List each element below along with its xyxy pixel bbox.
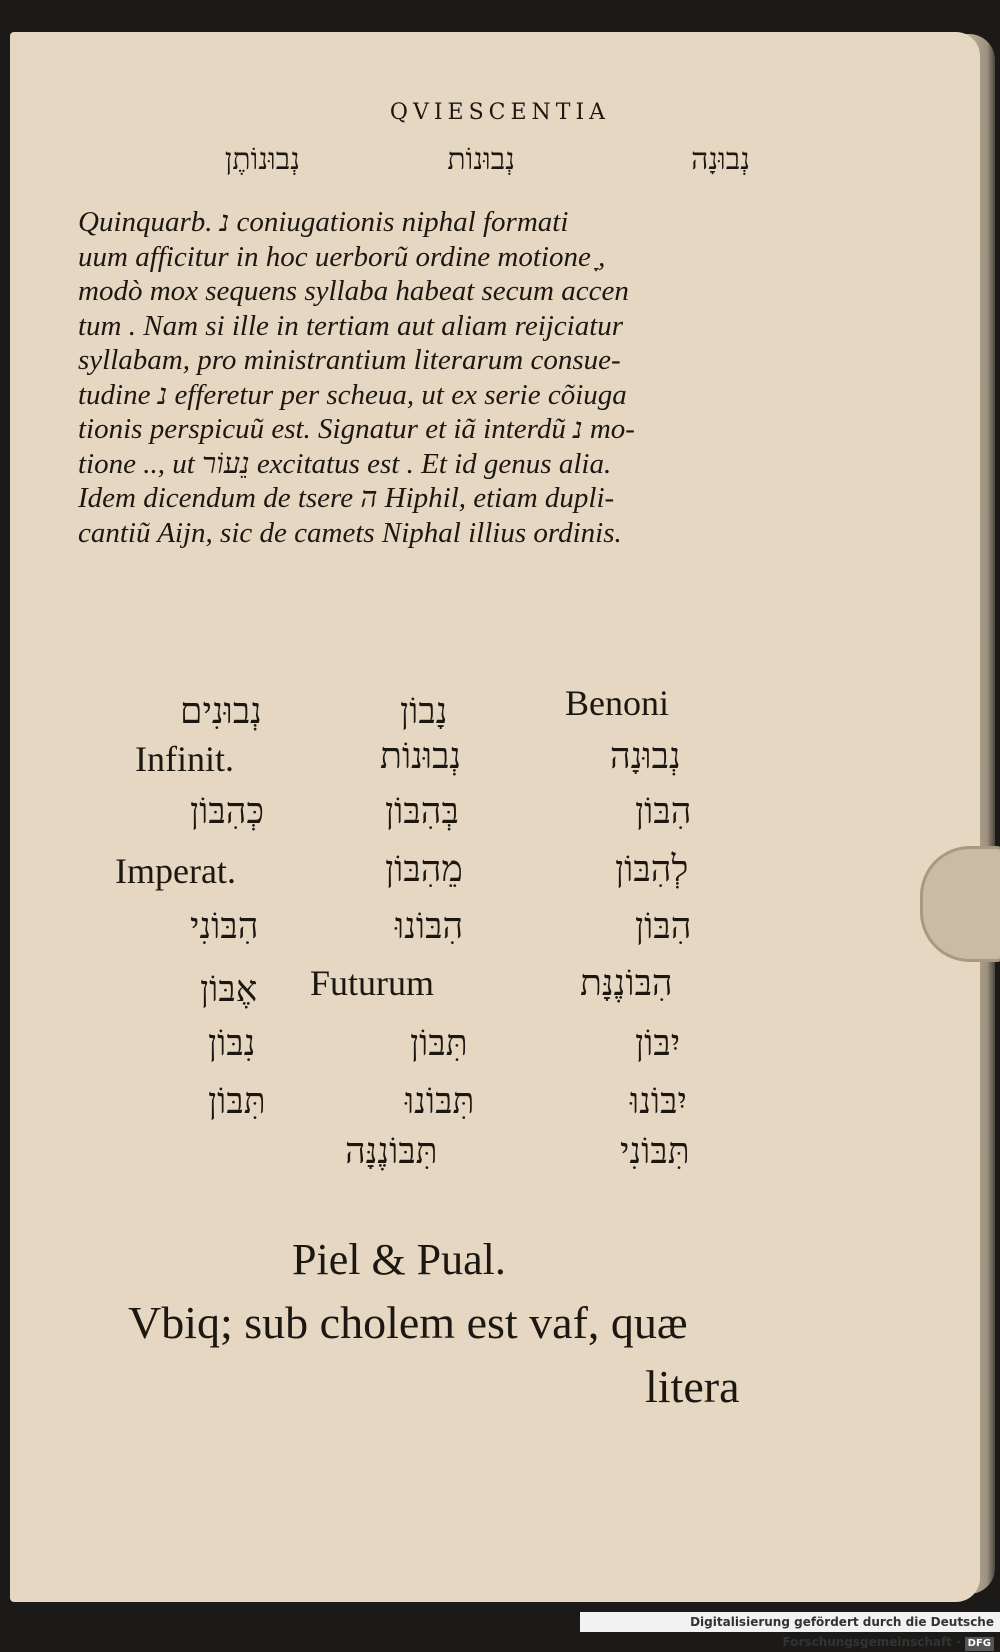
table-cell: תִּבּוֹן bbox=[410, 1023, 468, 1064]
text-line: cantiũ Aijn, sic de camets Niphal illius ordinis. bbox=[78, 516, 622, 549]
running-head: QVIESCENTIA bbox=[389, 100, 611, 125]
table-cell: נְבוּנָה bbox=[610, 736, 681, 777]
table-cell: נָבוֹן bbox=[400, 691, 448, 732]
table-cell: תִּבּוֹנִי bbox=[620, 1131, 690, 1172]
section-heading-piel-pual: Piel & Pual. bbox=[292, 1235, 506, 1284]
text-line: tionis perspicuũ est. Signatur et iã interdũ נ mo- bbox=[78, 413, 635, 445]
digitization-footer bbox=[580, 1612, 1000, 1649]
text-line: uum afficitur in hoc uerborũ ordine motione ָ, bbox=[78, 240, 606, 273]
table-cell: הִבּוֹנוּ bbox=[395, 906, 464, 947]
table-cell: הִבּוֹן bbox=[635, 906, 692, 947]
text-line: tum . Nam si ille in tertiam aut aliam reijciatur bbox=[78, 309, 624, 342]
table-cell: מֵהִבּוֹן bbox=[385, 849, 463, 890]
table-cell: יִבּוֹנוּ bbox=[630, 1081, 687, 1122]
text-line: tione .., ut נֵעוֹר excitatus est . Et id genus alia. bbox=[78, 447, 612, 480]
table-label-benoni: Benoni bbox=[565, 683, 669, 723]
hebrew-word-1: נְבוּנָה bbox=[691, 142, 750, 177]
table-cell: הִבּוֹן bbox=[635, 791, 692, 832]
table-cell: הִבּוֹנִי bbox=[190, 906, 259, 947]
text-line: modò mox sequens syllaba habeat secum accen bbox=[78, 275, 629, 307]
table-label-futurum: Futurum bbox=[310, 963, 435, 1003]
table-cell: לְהִבּוֹן bbox=[615, 849, 689, 890]
hebrew-word-3: נְבוּנוֹתֶן bbox=[224, 142, 300, 177]
table-cell: נְבוּנוֹת bbox=[380, 736, 462, 777]
table-cell: תִּבּוֹן bbox=[208, 1081, 266, 1122]
closing-line: Vbiq; sub cholem est vaf, quæ bbox=[128, 1297, 688, 1348]
text-line: syllabam, pro ministrantium literarum consue- bbox=[78, 344, 621, 376]
table-cell: נְבוּנִים bbox=[180, 691, 262, 732]
body-paragraph bbox=[78, 205, 758, 550]
table-label-imperat: Imperat. bbox=[115, 851, 236, 891]
catchword: litera bbox=[645, 1361, 740, 1412]
table-cell: נִבּוֹן bbox=[208, 1023, 256, 1064]
table-cell: יִבּוֹן bbox=[635, 1023, 681, 1064]
table-cell: כְּהִבּוֹן bbox=[190, 791, 265, 832]
table-cell: בְּהִבּוֹן bbox=[385, 791, 459, 832]
table-cell: תִּבּוֹנֶנָּה bbox=[345, 1131, 438, 1172]
hebrew-top-row bbox=[150, 142, 750, 182]
table-cell: הִבּוֹנֶנָּת bbox=[580, 963, 673, 1004]
footer-text: Digitalisierung gefördert durch die Deutsche Forschungsgemeinschaft · bbox=[690, 1615, 994, 1649]
dfg-logo: DFG bbox=[965, 1637, 994, 1651]
table-cell: אֶבּוֹן bbox=[200, 969, 258, 1010]
text-line: Quinquarb. נ coniugationis niphal formati bbox=[78, 206, 569, 238]
hebrew-word-2: נְבוּנוֹת bbox=[447, 142, 515, 177]
text-line: tudine נ efferetur per scheua, ut ex serie cõiuga bbox=[78, 378, 627, 411]
table-cell: תִּבּוֹנוּ bbox=[405, 1081, 475, 1122]
text-line: Idem dicendum de tsere ה Hiphil, etiam dupli- bbox=[78, 482, 615, 514]
table-label-infinit: Infinit. bbox=[135, 739, 234, 779]
